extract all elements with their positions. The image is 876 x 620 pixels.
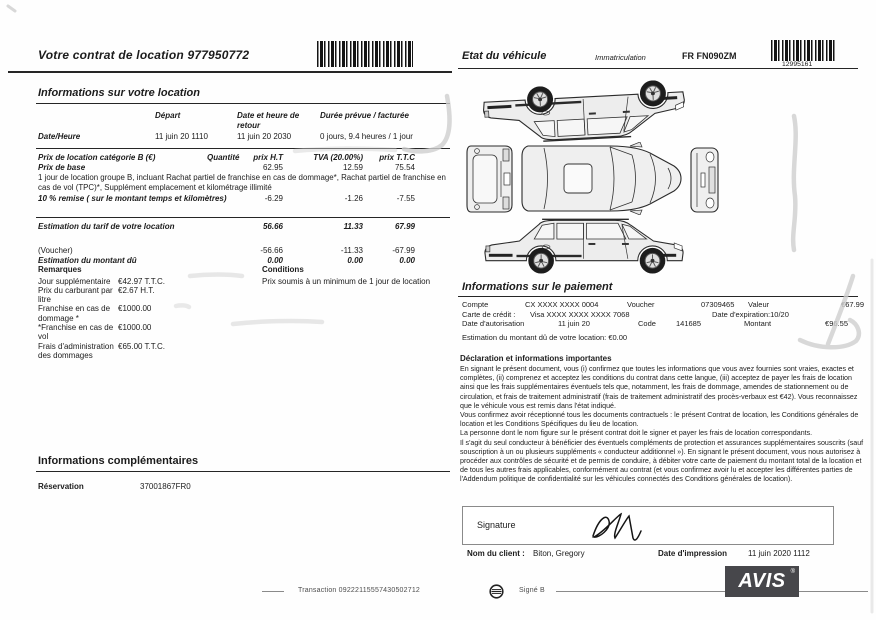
remarque-value: €65.00 T.T.C. xyxy=(118,341,165,351)
payment-rows xyxy=(460,300,866,346)
auth-date-label: Date d'autorisation xyxy=(462,319,525,328)
remarque-value: €2.67 H.T. xyxy=(118,285,155,295)
immatriculation-value: FR FN090ZM xyxy=(682,51,737,61)
remarque-label: Prix du carburant par litre xyxy=(38,285,113,305)
voucher-ht: -56.66 xyxy=(260,246,283,255)
depart-value: 11 juin 20 1110 xyxy=(155,132,208,141)
payment-section-heading: Informations sur le paiement xyxy=(462,281,613,293)
voucher-ttc: -67.99 xyxy=(392,246,415,255)
voucher-label: (Voucher) xyxy=(38,246,73,255)
montant-du-ht: 0.00 xyxy=(267,256,283,265)
schedule-col-depart: Départ xyxy=(155,111,181,120)
client-name-label: Nom du client : xyxy=(467,549,525,558)
divider xyxy=(36,148,450,149)
remise-ttc: -7.55 xyxy=(396,194,415,203)
divider xyxy=(36,103,450,104)
montant-label: Montant xyxy=(744,319,772,328)
schedule-header-row xyxy=(38,111,452,130)
card-value: Visa XXXX XXXX XXXX 7068 xyxy=(530,310,630,319)
remarque-label: Frais d'administration des dommages xyxy=(38,341,114,360)
voucher-label: Voucher xyxy=(627,300,655,309)
declaration-paragraph: Il s'agit du seul conducteur à bénéficier des éventuels compléments de protection et assurances supplémentaires souscrits (sauf souscription à un ou plusieurs suppléments « conducteur additionnel »). En signant le présent document, vous nous autorisez à procéder aux contrôles de sécurité et de permis de conduire, à débiter votre carte de paiement du montant total de la location et de tous les autres frais applicables, conformément au contrat (et vous confirmez avoir lu et accepter les différentes parties de l'Addendum politique de confidentialité sur les véhicules connectés des Conditions générales de location). xyxy=(460,438,864,484)
conditions-heading: Conditions xyxy=(262,265,304,274)
valeur-value: €67.99 xyxy=(841,300,864,309)
signature-scribble xyxy=(583,508,653,545)
location-section-heading: Informations sur votre location xyxy=(38,87,200,99)
registered-mark: ® xyxy=(790,569,795,575)
avis-logo-text: AVIS xyxy=(738,570,786,592)
client-name-value: Biton, Gregory xyxy=(533,549,585,558)
pricing-col-ht: prix H.T xyxy=(253,153,283,162)
remarque-label: Jour supplémentaire xyxy=(38,276,111,286)
remarque-value: €1000.00 xyxy=(118,304,152,314)
reservation-value: 37001867FR0 xyxy=(140,482,191,491)
estimation-label: Estimation du tarif de votre location xyxy=(38,222,175,231)
print-date-label: Date d'impression xyxy=(658,549,728,558)
transaction-number: Transaction 09222115557430502712 xyxy=(298,587,420,594)
car-roof-view xyxy=(518,142,685,215)
divider xyxy=(8,71,452,73)
pricing-category-label: Prix de location catégorie B (€) xyxy=(38,153,156,162)
pricing-col-qty: Quantité xyxy=(207,153,240,162)
immatriculation-label: Immatriculation xyxy=(595,53,646,62)
code-label: Code xyxy=(638,319,656,328)
card-expiry: Date d'expiration:10/20 xyxy=(712,310,789,319)
voucher-row xyxy=(38,246,415,256)
payment-estimation-line: Estimation du montant dû de votre location: €0.00 xyxy=(462,333,628,342)
footer-line-left xyxy=(262,591,284,592)
print-date-value: 11 juin 2020 1112 xyxy=(748,549,810,558)
signed-label: Signé B xyxy=(519,587,545,594)
code-value: 141685 xyxy=(676,319,702,328)
signature-label: Signature xyxy=(477,520,516,530)
estimation-row xyxy=(38,222,415,232)
declaration-paragraph: Vous confirmez avoir réceptionné tous les documents contractuels : le présent Contrat de location, les Conditions générales de location et les Conditions Spécifiques du lieu de location. xyxy=(460,411,859,429)
divider xyxy=(36,217,450,218)
remarque-value: €1000.00 xyxy=(118,322,152,332)
seal-icon xyxy=(489,584,504,599)
footer-line-right xyxy=(556,591,868,592)
remise-label: 10 % remise ( sur le montant temps et kilomètres) xyxy=(38,194,227,203)
montant-du-ttc: 0.00 xyxy=(399,256,415,265)
car-rear-view xyxy=(465,143,515,215)
remise-ht: -6.29 xyxy=(264,194,283,203)
estimation-ttc: 67.99 xyxy=(394,222,415,231)
contract-barcode xyxy=(317,41,413,67)
estimation-ht: 56.66 xyxy=(262,222,283,231)
car-side-view-bottom xyxy=(481,210,688,274)
schedule-col-duree: Durée prévue / facturée xyxy=(320,111,409,120)
auth-date-value: 11 juin 20 xyxy=(558,319,590,328)
remise-tva: -1.26 xyxy=(344,194,363,203)
schedule-data-row xyxy=(38,132,452,142)
vehicle-barcode-number: 12995161 xyxy=(782,61,813,68)
price-base-row xyxy=(38,163,415,173)
vehicle-barcode xyxy=(771,40,835,61)
valeur-label: Valeur xyxy=(748,300,770,309)
reservation-label: Réservation xyxy=(38,482,84,491)
complementaires-heading: Informations complémentaires xyxy=(38,455,199,467)
declaration-paragraph: En signant le présent document, vous (i) confirmez que toutes les informations que vous avez fournies sont vraies, exactes et complètes, (ii) comprenez et acceptez les conditions du contrat dans cette langue, (iii) acceptez de payer les frais de location ainsi que les frais supplémentaires éventuels tels que, notamment, les frais de dommage, amendes de stationnement ou de circulation, et frais de traitement administratif (frais de traitement administratif des procès-verbaux est €42). Vous reconnaissez que le véhicule vous est remis dans l'état indiqué. xyxy=(460,365,858,410)
remarque-value: €42.97 T.T.C. xyxy=(118,276,165,286)
price-base-ht: 62.95 xyxy=(262,163,283,172)
signature-box xyxy=(462,506,834,545)
remise-row xyxy=(38,194,415,204)
montant-du-tva: 0.00 xyxy=(347,256,363,265)
price-base-label: Prix de base xyxy=(38,163,86,172)
declaration-paragraph: La personne dont le nom figure sur le présent contrat doit le signer et payer les frais de location correspondants. xyxy=(460,429,813,438)
divider xyxy=(36,471,450,472)
montant-value: €96.55 xyxy=(825,319,848,328)
conditions-text: Prix soumis à un minimum de 1 jour de location xyxy=(262,276,431,286)
montant-du-label: Estimation du montant dû xyxy=(38,256,137,265)
divider xyxy=(458,296,858,297)
avis-logo xyxy=(725,566,799,597)
schedule-row-label: Date/Heure xyxy=(38,132,81,141)
price-base-tva: 12.59 xyxy=(342,163,363,172)
retour-value: 11 juin 20 2030 xyxy=(237,132,292,141)
declaration-block xyxy=(460,354,868,485)
contract-title: Votre contrat de location 977950772 xyxy=(38,48,250,62)
pricing-col-ttc: prix T.T.C xyxy=(379,153,415,162)
vehicle-section-heading: Etat du véhicule xyxy=(462,50,547,62)
remarque-label: Franchise en cas de dommage * xyxy=(38,304,111,323)
voucher-tva: -11.33 xyxy=(340,246,363,255)
estimation-tva: 11.33 xyxy=(343,222,363,231)
remarques-heading: Remarques xyxy=(38,265,82,274)
duree-value: 0 jours, 9.4 heures / 1 jour xyxy=(320,132,413,141)
schedule-col-retour: Date et heure de retour xyxy=(237,111,300,130)
card-label: Carte de crédit : xyxy=(462,310,516,319)
compte-value: CX XXXX XXXX 0004 xyxy=(525,300,599,309)
price-base-ttc: 75.54 xyxy=(394,163,415,172)
voucher-number: 07309465 xyxy=(701,300,735,309)
pricing-header-row xyxy=(38,153,415,163)
compte-label: Compte xyxy=(462,300,489,309)
divider xyxy=(458,68,858,69)
car-front-view xyxy=(689,145,720,215)
schedule-header-empty xyxy=(38,111,155,130)
remarques-block xyxy=(38,265,254,360)
price-description: 1 jour de location groupe B, incluant Rachat partiel de franchise en cas de dommage*, Rachat partiel de franchise en cas de vol (TPC)*, Supplément emplacement et kilométrage illimité xyxy=(38,173,446,192)
remarque-label: *Franchise en cas de vol xyxy=(38,322,114,342)
conditions-block xyxy=(262,265,450,286)
pricing-col-tva: TVA (20.00%) xyxy=(313,153,363,162)
declaration-heading: Déclaration et informations importantes xyxy=(460,354,612,363)
